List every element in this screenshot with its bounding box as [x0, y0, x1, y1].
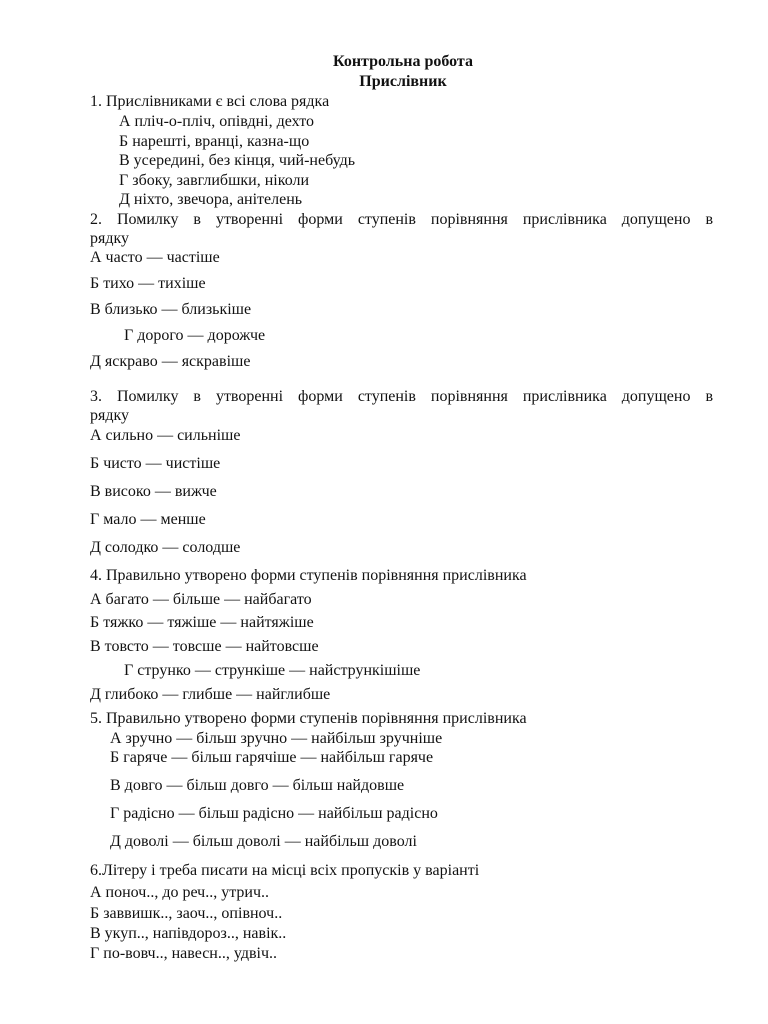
answer-option: Г збоку, завглибшки, ніколи [119, 172, 310, 189]
question-text: 6.Літеру і треба писати на місці всіх пропусків у варіанті [90, 862, 480, 879]
answer-option: В високо — вижче [90, 483, 217, 500]
answer-option: Г дорого — дорожче [124, 327, 266, 344]
answer-option: Б тяжко — тяжіше — найтяжіше [90, 614, 314, 631]
question-text-continued: рядку [90, 407, 130, 424]
answer-option: А часто — частіше [90, 249, 220, 266]
answer-option: Б тихо — тихіше [90, 275, 206, 292]
answer-option: Б заввишк.., заоч.., опівноч.. [90, 905, 283, 922]
answer-option: Д яскраво — яскравіше [90, 353, 251, 370]
answer-option: А багато — більше — найбагато [90, 591, 312, 608]
answer-option: В близько — близькіше [90, 301, 252, 318]
question-text: 4. Правильно утворено форми ступенів порівняння прислівника [90, 567, 527, 584]
answer-option: В укуп.., напівдороз.., навік.. [90, 925, 287, 942]
question-text: 2. Помилку в утворенні форми ступенів порівняння прислівника допущено в [90, 211, 713, 228]
answer-option: Д ніхто, звечора, анітелень [119, 191, 303, 208]
answer-option: Г струнко — стрункіше — найстрункішіше [124, 662, 421, 679]
answer-option: Г радісно — більш радісно — найбільш радісно [110, 805, 438, 822]
document-title: Контрольна робота [333, 53, 473, 70]
answer-option: А пліч-о-пліч, опівдні, дехто [119, 113, 315, 130]
answer-option: Б гаряче — більш гарячіше — найбільш гаряче [110, 749, 434, 766]
answer-option: А сильно — сильніше [90, 427, 241, 444]
answer-option: Д глибоко — глибше — найглибше [90, 686, 331, 703]
answer-option: Г мало — менше [90, 511, 206, 528]
question-text-continued: рядку [90, 230, 130, 247]
answer-option: Д доволі — більш доволі — найбільш доволі [110, 833, 417, 850]
answer-option: А зручно — більш зручно — найбільш зручніше [110, 730, 443, 747]
answer-option: Г по-вовч.., навесн.., удвіч.. [90, 945, 278, 962]
answer-option: В усередині, без кінця, чий-небудь [119, 152, 356, 169]
answer-option: Д солодко — солодше [90, 539, 241, 556]
document-subtitle: Прислівник [359, 73, 447, 90]
question-text: 1. Прислівниками є всі слова рядка [90, 93, 330, 110]
answer-option: Б чисто — чистіше [90, 455, 221, 472]
answer-option: В товсто — товсше — найтовсше [90, 638, 319, 655]
answer-option: А поноч.., до реч.., утрич.. [90, 884, 269, 901]
question-text: 3. Помилку в утворенні форми ступенів порівняння прислівника допущено в [90, 388, 713, 405]
question-text: 5. Правильно утворено форми ступенів порівняння прислівника [90, 710, 527, 727]
answer-option: Б нарешті, вранці, казна-що [119, 133, 310, 150]
answer-option: В довго — більш довго — більш найдовше [110, 777, 405, 794]
